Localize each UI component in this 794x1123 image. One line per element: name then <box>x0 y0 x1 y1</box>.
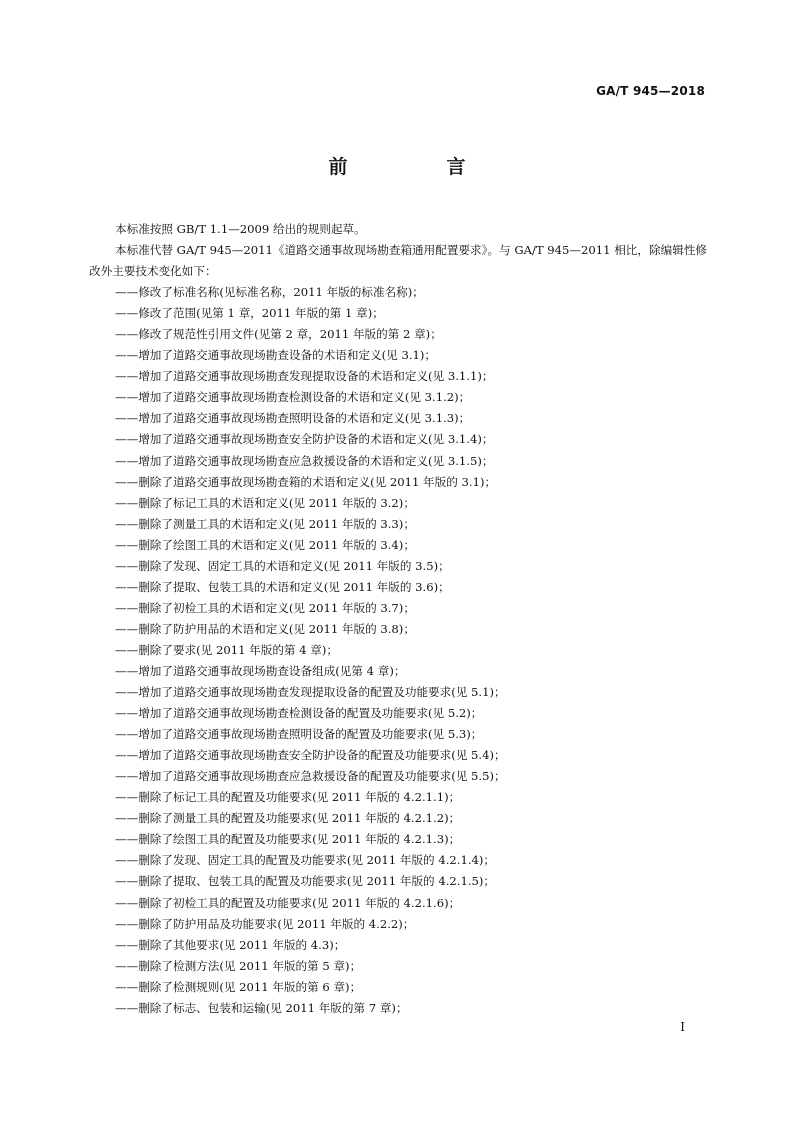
change-item: ——删除了绘图工具的术语和定义(见 2011 年版的 3.4)； <box>115 537 415 552</box>
change-item: ——增加了道路交通事故现场勘查设备组成(见第 4 章)； <box>115 663 406 678</box>
change-item: ——修改了范围(见第 1 章，2011 年版的第 1 章)； <box>115 306 384 321</box>
change-item: ——删除了标记工具的配置及功能要求(见 2011 年版的 4.2.1.1)； <box>115 790 461 805</box>
change-item: ——增加了道路交通事故现场勘查发现提取设备的术语和定义(见 3.1.1)； <box>115 369 494 384</box>
change-item: ——增加了道路交通事故现场勘查应急救援设备的术语和定义(见 3.1.5)； <box>115 453 494 468</box>
paragraph-drafting-rules: 本标准按照 GB/T 1.1—2009 给出的规则起草。 <box>115 222 366 236</box>
change-item: ——删除了防护用品及功能要求(见 2011 年版的 4.2.2)； <box>115 916 415 931</box>
change-item: ——删除了提取、包装工具的术语和定义(见 2011 年版的 3.6)； <box>115 579 450 594</box>
standard-code: GA/T 945—2018 <box>596 84 705 98</box>
change-item: ——删除了道路交通事故现场勘查箱的术语和定义(见 2011 年版的 3.1)； <box>115 474 497 489</box>
foreword-body <box>89 219 707 1019</box>
change-item: ——删除了发现、固定工具的配置及功能要求(见 2011 年版的 4.2.1.4)； <box>115 853 496 868</box>
page-title: 前 言 <box>328 156 506 178</box>
change-item: ——增加了道路交通事故现场勘查检测设备的术语和定义(见 3.1.2)； <box>115 390 471 405</box>
change-item: ——增加了道路交通事故现场勘查应急救援设备的配置及功能要求(见 5.5)； <box>115 769 506 784</box>
change-item: ——删除了测量工具的配置及功能要求(见 2011 年版的 4.2.1.2)； <box>115 811 461 826</box>
change-item: ——删除了绘图工具的配置及功能要求(见 2011 年版的 4.2.1.3)； <box>115 832 461 847</box>
change-item: ——删除了防护用品的术语和定义(见 2011 年版的 3.8)； <box>115 621 415 636</box>
change-item: ——增加了道路交通事故现场勘查安全防护设备的术语和定义(见 3.1.4)； <box>115 432 494 447</box>
change-item: ——删除了标志、包装和运输(见 2011 年版的第 7 章)； <box>115 1000 408 1015</box>
change-item: ——删除了测量工具的术语和定义(见 2011 年版的 3.3)； <box>115 516 415 531</box>
change-item: ——删除了初检工具的配置及功能要求(见 2011 年版的 4.2.1.6)； <box>115 895 461 910</box>
change-item: ——增加了道路交通事故现场勘查照明设备的术语和定义(见 3.1.3)； <box>115 411 471 426</box>
change-item: ——删除了检测规则(见 2011 年版的第 6 章)； <box>115 979 362 994</box>
change-item: ——删除了发现、固定工具的术语和定义(见 2011 年版的 3.5)； <box>115 558 450 573</box>
change-item: ——修改了规范性引用文件(见第 2 章，2011 年版的第 2 章)； <box>115 327 442 342</box>
change-item: ——修改了标准名称(见标准名称，2011 年版的标准名称)； <box>115 285 424 300</box>
change-item: ——删除了检测方法(见 2011 年版的第 5 章)； <box>115 958 362 973</box>
changes-list <box>89 282 707 1019</box>
change-item: ——增加了道路交通事故现场勘查发现提取设备的配置及功能要求(见 5.1)； <box>115 685 506 700</box>
change-item: ——删除了标记工具的术语和定义(见 2011 年版的 3.2)； <box>115 495 415 510</box>
change-item: ——删除了初检工具的术语和定义(见 2011 年版的 3.7)； <box>115 600 415 615</box>
change-item: ——增加了道路交通事故现场勘查设备的术语和定义(见 3.1)； <box>115 348 437 363</box>
change-item: ——增加了道路交通事故现场勘查安全防护设备的配置及功能要求(见 5.4)； <box>115 748 506 763</box>
change-item: ——增加了道路交通事故现场勘查检测设备的配置及功能要求(见 5.2)； <box>115 706 483 721</box>
change-item: ——删除了要求(见 2011 年版的第 4 章)； <box>115 642 338 657</box>
change-item: ——删除了其他要求(见 2011 年版的 4.3)； <box>115 937 346 952</box>
change-item: ——删除了提取、包装工具的配置及功能要求(见 2011 年版的 4.2.1.5)； <box>115 874 496 889</box>
change-item: ——增加了道路交通事故现场勘查照明设备的配置及功能要求(见 5.3)； <box>115 727 483 742</box>
page-number: I <box>680 1020 685 1034</box>
paragraph-replacement-note: 本标准代替 GA/T 945—2011《道路交通事故现场勘查箱通用配置要求》。与 GA/T 945—2011 相比，除编辑性修改外主要技术变化如下： <box>89 243 707 279</box>
